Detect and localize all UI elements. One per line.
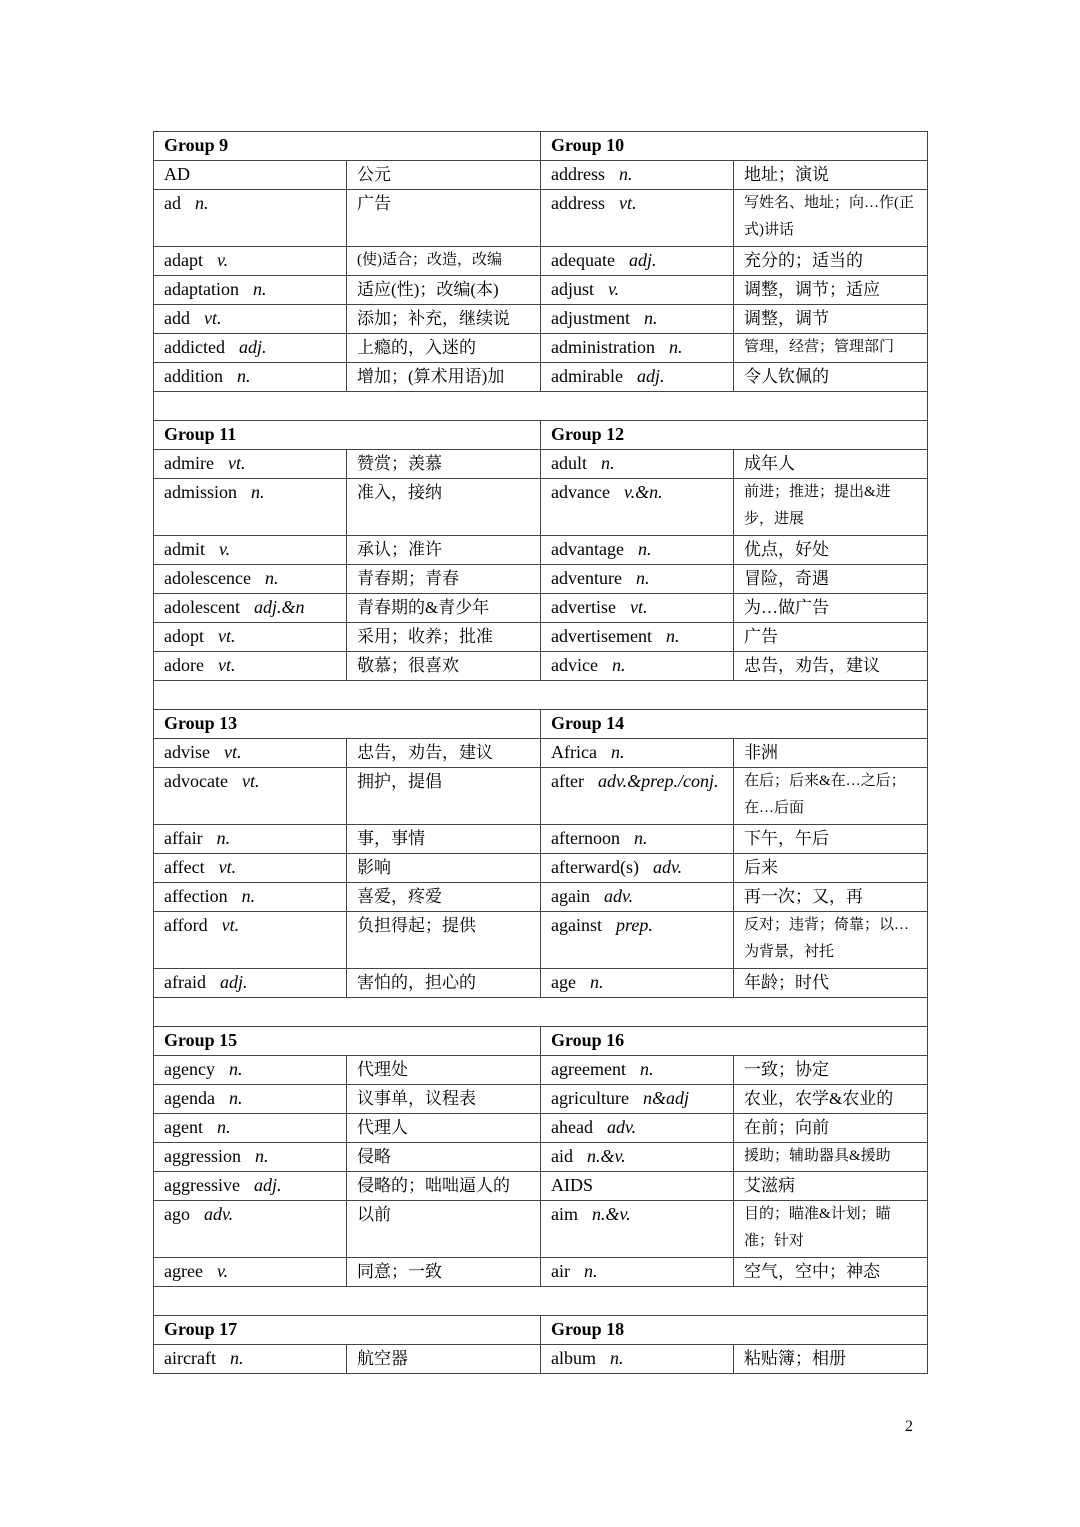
word-cell (541, 305, 734, 334)
part-of-speech: n. (228, 1088, 243, 1108)
meaning-cell: 再一次；又，再 (734, 883, 928, 912)
word: agriculture (551, 1088, 629, 1108)
meaning-cell: 议事单，议程表 (347, 1085, 541, 1114)
meaning-cell: 成年人 (734, 450, 928, 479)
word-cell (541, 363, 734, 392)
meaning-cell: 写姓名、地址；向…作(正式)讲话 (734, 190, 928, 247)
meaning-cell: 年龄；时代 (734, 969, 928, 998)
meaning-cell: 后来 (734, 854, 928, 883)
group-title-right: Group 12 (541, 421, 928, 450)
vocab-row (154, 247, 928, 276)
word-cell (541, 969, 734, 998)
meaning-cell: 下午，午后 (734, 825, 928, 854)
part-of-speech: v. (216, 250, 229, 270)
word-cell (541, 739, 734, 768)
meaning-cell: 赞赏；羡慕 (347, 450, 541, 479)
word-cell (154, 739, 347, 768)
meaning-cell: 敬慕；很喜欢 (347, 652, 541, 681)
part-of-speech: n. (251, 482, 265, 502)
part-of-speech: n. (633, 828, 648, 848)
word-cell (541, 1172, 734, 1201)
word: adult (551, 453, 587, 473)
word-cell (154, 450, 347, 479)
meaning-cell: 粘贴簿；相册 (734, 1345, 928, 1374)
word-cell (154, 305, 347, 334)
part-of-speech: adv. (204, 1204, 234, 1224)
part-of-speech: n. (637, 539, 652, 559)
word: agree (164, 1261, 203, 1281)
word: afraid (164, 972, 206, 992)
word: advertisement (551, 626, 652, 646)
part-of-speech: n. (639, 1059, 654, 1079)
meaning-cell: 冒险，奇遇 (734, 565, 928, 594)
vocab-row (154, 1056, 928, 1085)
meaning-cell: 充分的；适当的 (734, 247, 928, 276)
word: affection (164, 886, 228, 906)
word-cell (154, 652, 347, 681)
word: AD (164, 164, 190, 184)
group-title-left: Group 15 (154, 1027, 541, 1056)
part-of-speech: adj. (219, 972, 248, 992)
meaning-cell: 忠告，劝告，建议 (734, 652, 928, 681)
word: address (551, 193, 605, 213)
word: advocate (164, 771, 228, 791)
word: adopt (164, 626, 204, 646)
group-title-left: Group 17 (154, 1316, 541, 1345)
meaning-cell: 在前；向前 (734, 1114, 928, 1143)
word: adjustment (551, 308, 630, 328)
part-of-speech: prep. (616, 915, 653, 935)
part-of-speech: adv.&prep./conj. (597, 771, 719, 791)
word-cell (541, 565, 734, 594)
word-cell (154, 363, 347, 392)
meaning-cell: 公元 (347, 161, 541, 190)
section-spacer (154, 1287, 928, 1316)
word-cell (154, 334, 347, 363)
meaning-cell: 侵略的；咄咄逼人的 (347, 1172, 541, 1201)
meaning-cell: 忠告，劝告，建议 (347, 739, 541, 768)
word-cell (541, 1143, 734, 1172)
part-of-speech: n. (229, 1348, 244, 1368)
word: addicted (164, 337, 225, 357)
group-header-row (154, 710, 928, 739)
word: addition (164, 366, 223, 386)
part-of-speech: n. (252, 279, 267, 299)
group-header-row (154, 132, 928, 161)
word: aggression (164, 1146, 241, 1166)
word-cell (541, 1114, 734, 1143)
word-cell (541, 1258, 734, 1287)
word-cell (541, 883, 734, 912)
word: adventure (551, 568, 622, 588)
part-of-speech: v.&n. (623, 482, 663, 502)
word-cell (541, 276, 734, 305)
meaning-cell: 侵略 (347, 1143, 541, 1172)
word-cell (541, 1056, 734, 1085)
meaning-cell: 代理处 (347, 1056, 541, 1085)
word: adapt (164, 250, 203, 270)
word-cell (541, 334, 734, 363)
meaning-cell: 广告 (347, 190, 541, 247)
meaning-cell: 地址；演说 (734, 161, 928, 190)
word-cell (541, 854, 734, 883)
word-cell (154, 479, 347, 536)
part-of-speech: n. (216, 1117, 231, 1137)
vocab-row (154, 1085, 928, 1114)
vocab-row (154, 969, 928, 998)
word-cell (154, 1085, 347, 1114)
part-of-speech: v. (608, 279, 620, 299)
part-of-speech: n&adj (642, 1088, 689, 1108)
part-of-speech: vt. (217, 655, 236, 675)
part-of-speech: v. (219, 539, 231, 559)
word: afford (164, 915, 208, 935)
word: album (551, 1348, 596, 1368)
meaning-cell: 为…做广告 (734, 594, 928, 623)
word: Africa (551, 742, 597, 762)
meaning-cell: 空气，空中；神态 (734, 1258, 928, 1287)
group-title-left: Group 9 (154, 132, 541, 161)
word-cell (541, 450, 734, 479)
group-header-row (154, 1316, 928, 1345)
vocab-row (154, 190, 928, 247)
word: admit (164, 539, 205, 559)
word-cell (541, 479, 734, 536)
meaning-cell: 艾滋病 (734, 1172, 928, 1201)
word-cell (154, 247, 347, 276)
word-cell (154, 623, 347, 652)
vocab-row (154, 334, 928, 363)
part-of-speech: adj. (628, 250, 657, 270)
word-cell (541, 768, 734, 825)
word-cell (154, 1201, 347, 1258)
word-cell (154, 190, 347, 247)
word: affair (164, 828, 203, 848)
vocabulary-table (153, 131, 928, 1374)
word: ad (164, 193, 181, 213)
word-cell (154, 969, 347, 998)
vocab-row (154, 623, 928, 652)
word: administration (551, 337, 655, 357)
word: advertise (551, 597, 616, 617)
meaning-cell: 采用；收养；批准 (347, 623, 541, 652)
word-cell (154, 276, 347, 305)
group-header-row (154, 1027, 928, 1056)
meaning-cell: 在后；后来&在…之后；在…后面 (734, 768, 928, 825)
vocab-row (154, 305, 928, 334)
spacer-cell (154, 392, 928, 421)
part-of-speech: vt. (218, 626, 236, 646)
vocab-row (154, 565, 928, 594)
word: add (164, 308, 190, 328)
meaning-cell: 青春期；青春 (347, 565, 541, 594)
part-of-speech: n. (611, 655, 626, 675)
part-of-speech: vt. (218, 857, 237, 877)
part-of-speech: vt. (241, 771, 260, 791)
word: adore (164, 655, 204, 675)
meaning-cell: 优点，好处 (734, 536, 928, 565)
group-header-row (154, 421, 928, 450)
part-of-speech: vt. (223, 742, 242, 762)
vocab-row (154, 1258, 928, 1287)
vocab-row (154, 739, 928, 768)
meaning-cell: 害怕的，担心的 (347, 969, 541, 998)
word: admission (164, 482, 238, 502)
meaning-cell: 农业，农学&农业的 (734, 1085, 928, 1114)
vocab-row (154, 276, 928, 305)
part-of-speech: vt. (204, 308, 222, 328)
vocab-row (154, 161, 928, 190)
part-of-speech: n. (264, 568, 279, 588)
section-spacer (154, 681, 928, 710)
vocab-row (154, 1114, 928, 1143)
vocab-row (154, 594, 928, 623)
meaning-cell: 令人钦佩的 (734, 363, 928, 392)
word-cell (154, 1258, 347, 1287)
part-of-speech: n. (195, 193, 209, 213)
word: aggressive (164, 1175, 240, 1195)
section-spacer (154, 392, 928, 421)
word: AIDS (551, 1175, 594, 1195)
word-cell (154, 912, 347, 969)
word-cell (541, 190, 734, 247)
word: affect (164, 857, 205, 877)
part-of-speech: adj. (636, 366, 665, 386)
word: agent (164, 1117, 203, 1137)
part-of-speech: adj. (253, 1175, 282, 1195)
word: adaptation (164, 279, 239, 299)
meaning-cell: 青春期的&青少年 (347, 594, 541, 623)
meaning-cell: 目的；瞄准&计划；瞄准；针对 (734, 1201, 928, 1258)
word: advice (551, 655, 598, 675)
vocab-row (154, 1201, 928, 1258)
vocab-row (154, 912, 928, 969)
meaning-cell: 反对；违背；倚靠；以…为背景，衬托 (734, 912, 928, 969)
part-of-speech: v. (216, 1261, 229, 1281)
part-of-speech: n.&v. (592, 1204, 631, 1224)
part-of-speech: n. (610, 742, 625, 762)
word-cell (541, 1345, 734, 1374)
meaning-cell: 拥护，提倡 (347, 768, 541, 825)
meaning-cell: (使)适合；改造，改编 (347, 247, 541, 276)
word-cell (541, 247, 734, 276)
part-of-speech: n. (589, 972, 604, 992)
word: admire (164, 453, 214, 473)
part-of-speech: n. (228, 1059, 243, 1079)
meaning-cell: 调整，调节；适应 (734, 276, 928, 305)
vocab-row (154, 652, 928, 681)
part-of-speech: vt. (221, 915, 240, 935)
part-of-speech: n. (668, 337, 683, 357)
word: after (551, 771, 584, 791)
word-cell (154, 161, 347, 190)
word-cell (154, 825, 347, 854)
part-of-speech: n. (237, 366, 251, 386)
word-cell (154, 1172, 347, 1201)
vocab-row (154, 883, 928, 912)
word: advise (164, 742, 210, 762)
group-title-right: Group 10 (541, 132, 928, 161)
part-of-speech: n. (601, 453, 615, 473)
word-cell (154, 1345, 347, 1374)
word: adolescence (164, 568, 251, 588)
word: afterward(s) (551, 857, 639, 877)
word: afternoon (551, 828, 620, 848)
meaning-cell: 援助；辅助器具&援助 (734, 1143, 928, 1172)
word: adolescent (164, 597, 240, 617)
word-cell (154, 768, 347, 825)
part-of-speech: n. (610, 1348, 624, 1368)
meaning-cell: 上瘾的，入迷的 (347, 334, 541, 363)
word: aircraft (164, 1348, 216, 1368)
meaning-cell: 添加；补充，继续说 (347, 305, 541, 334)
spacer-cell (154, 1287, 928, 1316)
meaning-cell: 承认；准许 (347, 536, 541, 565)
word: agency (164, 1059, 215, 1079)
group-title-left: Group 13 (154, 710, 541, 739)
word-cell (154, 536, 347, 565)
vocab-row (154, 536, 928, 565)
word-cell (541, 623, 734, 652)
meaning-cell: 同意；一致 (347, 1258, 541, 1287)
word-cell (541, 912, 734, 969)
meaning-cell: 影响 (347, 854, 541, 883)
word: advantage (551, 539, 624, 559)
part-of-speech: n. (618, 164, 633, 184)
vocab-row (154, 363, 928, 392)
word-cell (541, 161, 734, 190)
word: air (551, 1261, 570, 1281)
part-of-speech: adj. (238, 337, 267, 357)
word-cell (154, 1114, 347, 1143)
word-cell (154, 1056, 347, 1085)
part-of-speech: vt. (227, 453, 246, 473)
word-cell (154, 565, 347, 594)
word: agreement (551, 1059, 626, 1079)
part-of-speech: n. (665, 626, 680, 646)
spacer-cell (154, 998, 928, 1027)
vocab-row (154, 1143, 928, 1172)
word: agenda (164, 1088, 215, 1108)
part-of-speech: n. (254, 1146, 269, 1166)
part-of-speech: n.&v. (587, 1146, 626, 1166)
part-of-speech: n. (583, 1261, 598, 1281)
word-cell (154, 594, 347, 623)
meaning-cell: 前进；推进；提出&进步，进展 (734, 479, 928, 536)
meaning-cell: 事，事情 (347, 825, 541, 854)
vocab-row (154, 768, 928, 825)
part-of-speech: n. (635, 568, 650, 588)
part-of-speech: n. (644, 308, 658, 328)
word-cell (541, 594, 734, 623)
word-cell (541, 825, 734, 854)
meaning-cell: 非洲 (734, 739, 928, 768)
word-cell (541, 652, 734, 681)
meaning-cell: 准入，接纳 (347, 479, 541, 536)
word: aim (551, 1204, 578, 1224)
group-title-right: Group 16 (541, 1027, 928, 1056)
meaning-cell: 以前 (347, 1201, 541, 1258)
spacer-cell (154, 681, 928, 710)
word: again (551, 886, 590, 906)
word: adjust (551, 279, 594, 299)
meaning-cell: 增加；(算术用语)加 (347, 363, 541, 392)
vocab-row (154, 450, 928, 479)
group-title-right: Group 18 (541, 1316, 928, 1345)
word: admirable (551, 366, 623, 386)
part-of-speech: vt. (618, 193, 637, 213)
word: ahead (551, 1117, 593, 1137)
part-of-speech: n. (216, 828, 231, 848)
part-of-speech: adv. (606, 1117, 637, 1137)
word-cell (541, 1085, 734, 1114)
word: address (551, 164, 605, 184)
vocab-row (154, 825, 928, 854)
word-cell (154, 1143, 347, 1172)
meaning-cell: 代理人 (347, 1114, 541, 1143)
vocab-row (154, 1345, 928, 1374)
word-cell (541, 536, 734, 565)
word: aid (551, 1146, 573, 1166)
part-of-speech: adj.&n (253, 597, 305, 617)
meaning-cell: 适应(性)；改编(本) (347, 276, 541, 305)
meaning-cell: 航空器 (347, 1345, 541, 1374)
meaning-cell: 广告 (734, 623, 928, 652)
section-spacer (154, 998, 928, 1027)
word: adequate (551, 250, 615, 270)
meaning-cell: 负担得起；提供 (347, 912, 541, 969)
word-cell (154, 854, 347, 883)
vocab-row (154, 479, 928, 536)
vocab-row (154, 854, 928, 883)
word: age (551, 972, 576, 992)
word-cell (154, 883, 347, 912)
meaning-cell: 一致；协定 (734, 1056, 928, 1085)
word: ago (164, 1204, 190, 1224)
word: against (551, 915, 602, 935)
part-of-speech: vt. (629, 597, 648, 617)
meaning-cell: 喜爱，疼爱 (347, 883, 541, 912)
group-title-right: Group 14 (541, 710, 928, 739)
meaning-cell: 调整，调节 (734, 305, 928, 334)
word: advance (551, 482, 610, 502)
group-title-left: Group 11 (154, 421, 541, 450)
part-of-speech: adv. (652, 857, 683, 877)
meaning-cell: 管理，经营；管理部门 (734, 334, 928, 363)
word-cell (541, 1201, 734, 1258)
page-number: 2 (905, 1418, 913, 1435)
part-of-speech: adv. (603, 886, 634, 906)
part-of-speech: n. (241, 886, 256, 906)
vocab-row (154, 1172, 928, 1201)
